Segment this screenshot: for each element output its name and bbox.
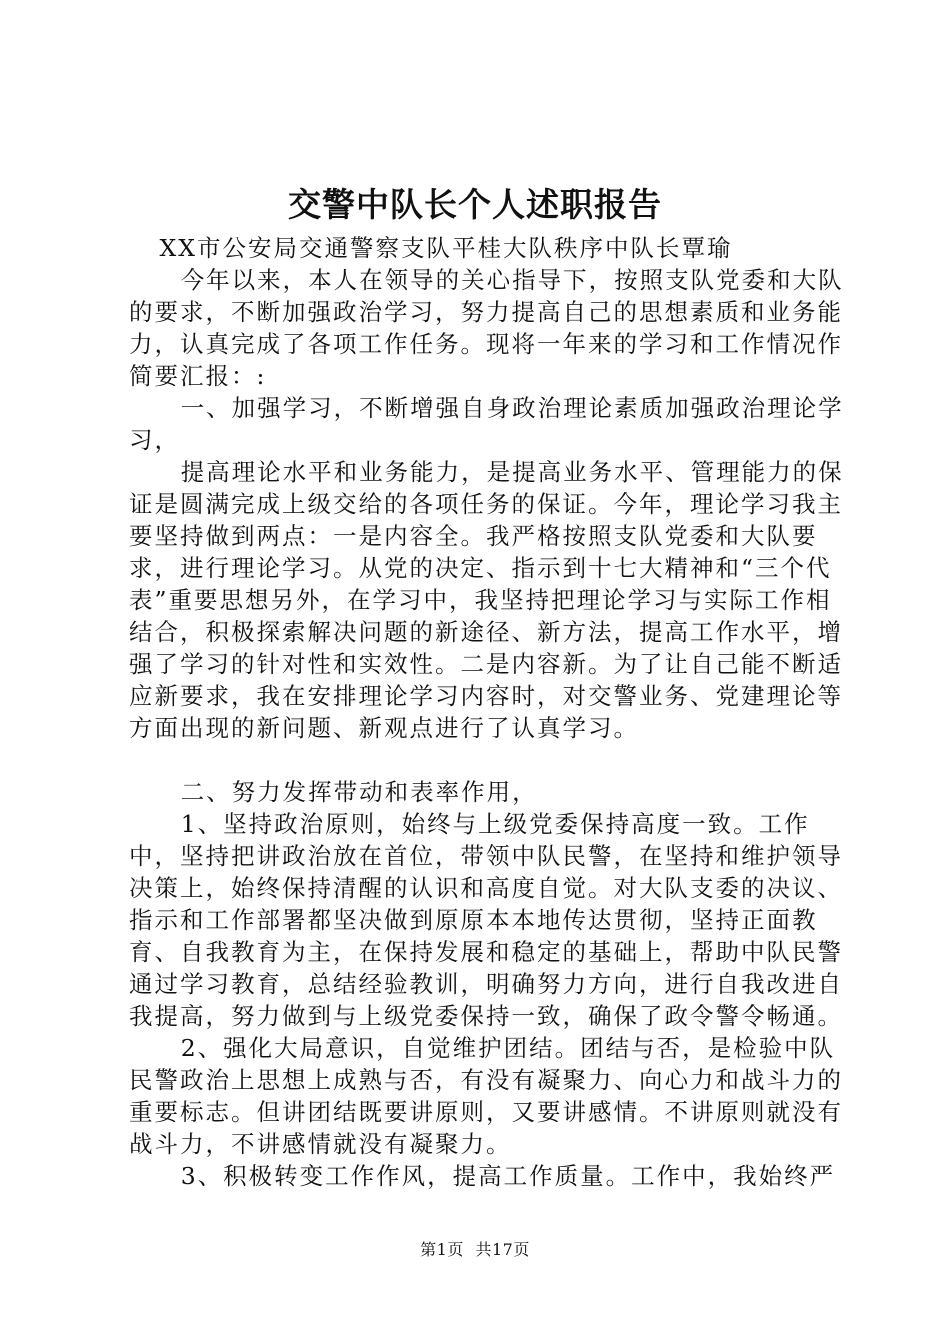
paragraph-intro: 今年以来，本人在领导的关心指导下，按照支队党委和大队的要求，不断加强政治学习，努力提高自己的思想素质和业务能力，认真完成了各项工作任务。现将一年来的学习和工作情况作简要汇报：: [129, 266, 844, 390]
document-title: 交警中队长个人述职报告 [288, 185, 662, 224]
paragraph-item-2: 2、强化大局意识，自觉维护团结。团结与否，是检验中队民警政治上思想上成熟与否，有没有凝聚力、向心力和战斗力的重要标志。但讲团结既要讲原则，又要讲感情。不讲原则就没有战斗力，不讲感情就没有凝聚力。 [129, 1034, 843, 1158]
author-line: XX市公安局交通警察支队平桂大队秩序中队长覃瑜 [159, 234, 733, 262]
paragraph-item-1: 1、坚持政治原则，始终与上级党委保持高度一致。工作中，坚持把讲政治放在首位，带领中队民警，在坚持和维护领导决策上，始终保持清醒的认识和高度自觉。对大队支委的决议、指示和工作部署都坚决做到原原本本地传达贯彻，坚持正面教育、自我教育为主，在保持发展和稳定的基础上，帮助中队民警通过学习教育，总结经验教训，明确努力方向，进行自我改进自我提高，努力做到与上级党委保持一致，确保了政令警令畅通。 [129, 810, 843, 1030]
paragraph-study: 提高理论水平和业务能力，是提高业务水平、管理能力的保证是圆满完成上级交给的各项任务的保证。今年，理论学习我主要坚持做到两点：一是内容全。我严格按照支队党委和大队要求，进行理论学习。从党的决定、指示到十七大精神和“三个代表”重要思想另外，在学习中，我坚持把理论学习与实际工作相结合，积极探索解决问题的新途径、新方法，提高工作水平，增强了学习的针对性和实效性。二是内容新。为了让自己能不断适应新要求，我在安排理论学习内容时，对交警业务、党建理论等方面出现的新问题、新观点进行了认真学习。 [129, 458, 844, 742]
paragraph-spacer [129, 744, 849, 776]
paragraph-item-3: 3、积极转变工作作风，提高工作质量。工作中，我始终严 [180, 1162, 836, 1190]
page-number: 第1页 [420, 1240, 464, 1259]
section-heading-1: 一、加强学习，不断增强自身政治理论素质加强政治理论学习， [129, 394, 844, 454]
section-heading-2: 二、努力发挥带动和表率作用， [180, 778, 538, 806]
page-total: 共17页 [475, 1240, 530, 1259]
document-body [129, 232, 849, 1192]
page-footer [0, 1238, 950, 1262]
